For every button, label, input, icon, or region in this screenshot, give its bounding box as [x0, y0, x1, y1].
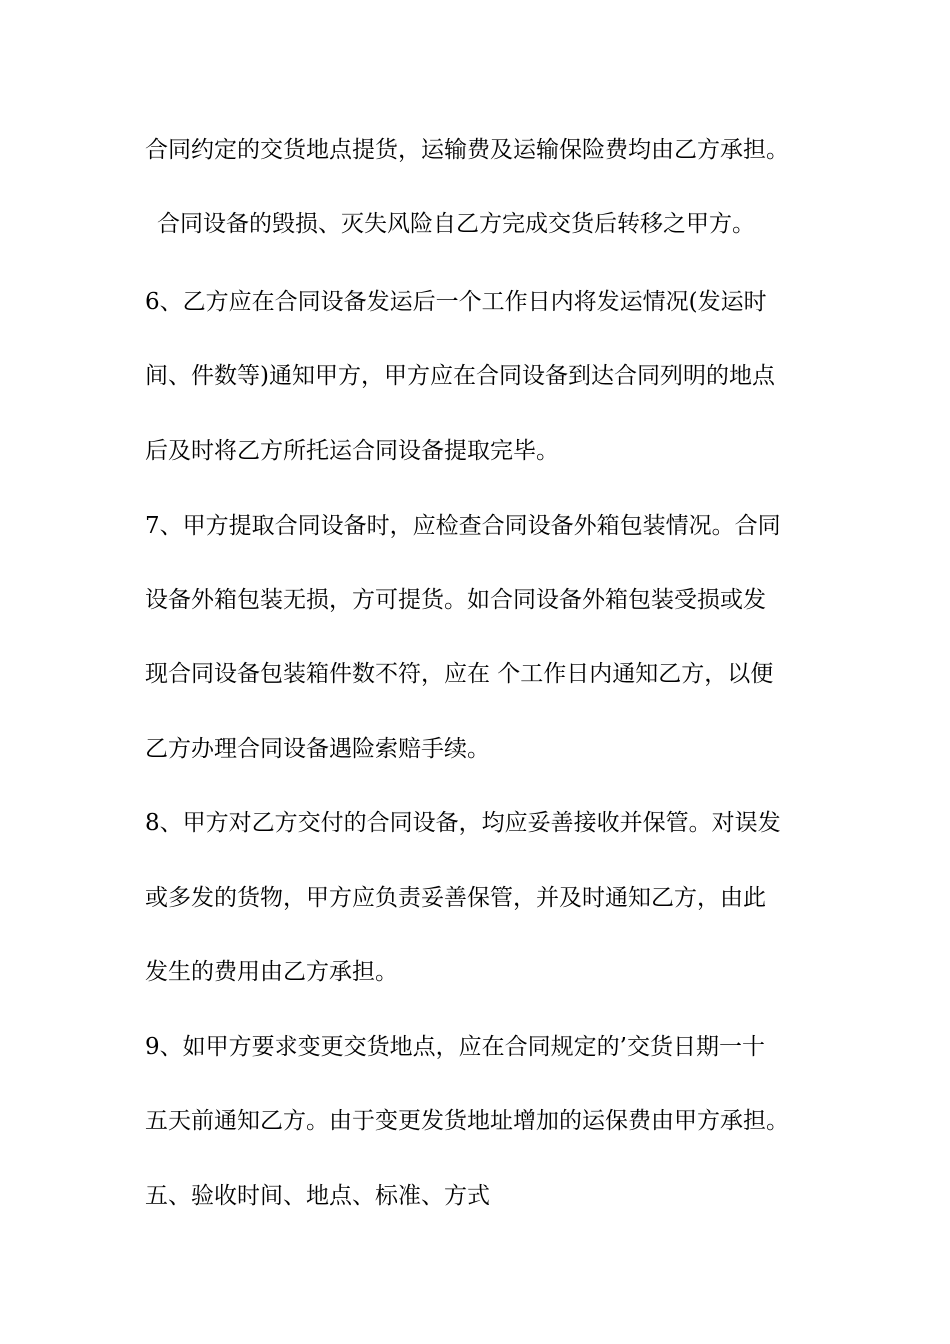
text-line: 五天前通知乙方。由于变更发货地址增加的运保费由甲方承担。 — [145, 1108, 789, 1134]
text-line: 6、乙方应在合同设备发运后一个工作日内将发运情况(发运时 — [145, 289, 767, 315]
section-heading: 五、验收时间、地点、标准、方式 — [145, 1183, 490, 1209]
text-line: 后及时将乙方所托运合同设备提取完毕。 — [145, 438, 559, 464]
text-line: 8、甲方对乙方交付的合同设备，均应妥善接收并保管。对误发 — [145, 810, 781, 836]
text-line: 现合同设备包装箱件数不符，应在 个工作日内通知乙方，以便 — [145, 661, 774, 687]
text-line: 乙方办理合同设备遇险索赔手续。 — [145, 736, 490, 762]
text-line: 或多发的货物，甲方应负责妥善保管，并及时通知乙方，由此 — [145, 885, 766, 911]
text-line: 合同设备的毁损、灭失风险自乙方完成交货后转移之甲方。 — [157, 211, 755, 237]
text-line: 设备外箱包装无损，方可提货。如合同设备外箱包装受损或发 — [145, 587, 766, 613]
text-line: 发生的费用由乙方承担。 — [145, 959, 398, 985]
text-line: 合同约定的交货地点提货，运输费及运输保险费均由乙方承担。 — [145, 137, 789, 163]
text-line: 9、如甲方要求变更交货地点，应在合同规定的’交货日期一十 — [145, 1034, 765, 1060]
text-line: 间、件数等)通知甲方，甲方应在合同设备到达合同列明的地点 — [145, 363, 775, 389]
text-line: 7、甲方提取合同设备时，应检查合同设备外箱包装情况。合同 — [145, 513, 781, 539]
